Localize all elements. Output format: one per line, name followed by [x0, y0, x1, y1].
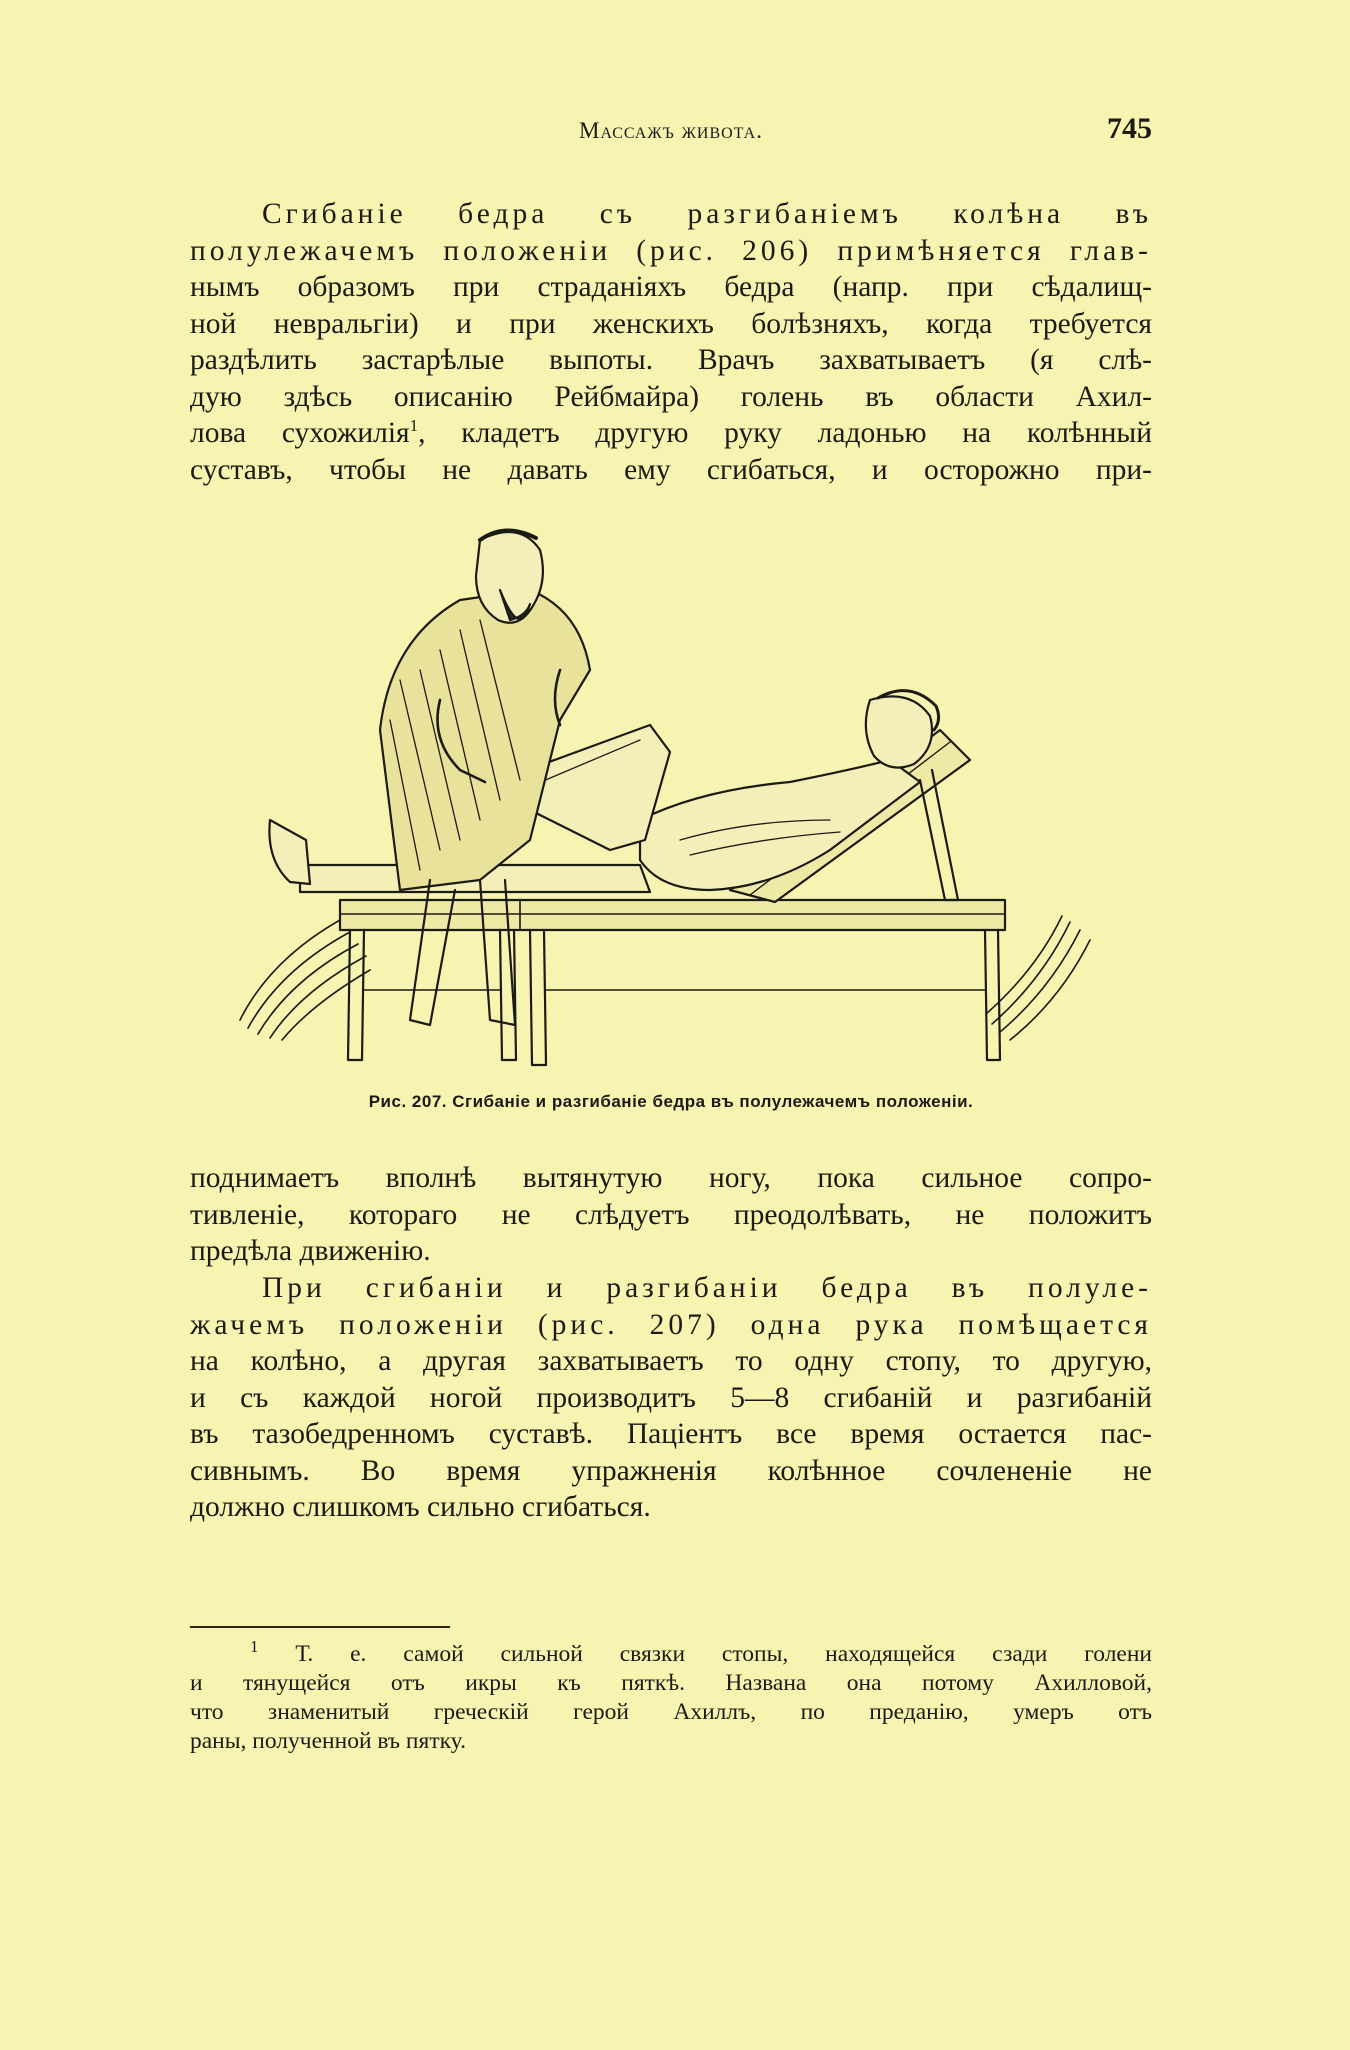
text-line: поднимаетъ вполнѣ вытянутую ногу, пока сильное сопро-	[190, 1162, 1152, 1194]
text-line: Сгибаніе бедра съ разгибаніемъ колѣна въ	[262, 198, 1152, 230]
table-top	[340, 900, 1005, 930]
table-leg	[985, 930, 1000, 1060]
text-line-spaced: жачемъ положеніи (рис. 207) одна рука помѣщается	[190, 1308, 1152, 1341]
text-line	[190, 415, 1152, 452]
text-line: въ тазобедренномъ суставѣ. Паціентъ все время остается пас-	[190, 1418, 1152, 1450]
text-fragment: Т. е. самой сильной связки стопы, находящейся сзади голени	[295, 1641, 1153, 1667]
text-line: ной невральгіи) и при женскихъ болѣзняхъ, когда требуется	[190, 307, 1152, 340]
paragraph-1	[190, 196, 1152, 525]
text-line: должно слишкомъ сильно сгибаться.	[190, 1491, 651, 1523]
text-line	[190, 233, 1152, 270]
paragraph-2	[190, 1160, 1152, 1270]
text-line: предѣла движенію.	[190, 1235, 431, 1267]
footnote-marker: 1	[250, 1637, 259, 1657]
text-line: дую здѣсь описанію Рейбмайра) голень въ области Ахил-	[190, 380, 1152, 413]
text-line-spaced: полулежачемъ положеніи (рис. 206) примѣняется глав-	[190, 234, 1152, 267]
text-line: При сгибаніи и разгибаніи бедра въ полуле-	[262, 1272, 1152, 1304]
text-line: суставъ, чтобы не давать ему сгибаться, и осторожно при-	[190, 453, 1152, 486]
running-head	[190, 112, 1152, 158]
text-line: тивленіе, котораго не слѣдуетъ преодолѣвать, не положитъ	[190, 1198, 1152, 1231]
patient-head	[866, 696, 932, 767]
figure-caption: Рис. 207. Сгибаніе и разгибаніе бедра въ полулежачемъ положеніи.	[368, 1092, 974, 1111]
text-line: на колѣно, а другая захватываетъ то одну стопу, то другую,	[190, 1345, 1152, 1377]
floor-hatching-right	[986, 916, 1090, 1040]
text-line: и съ каждой ногой производитъ 5—8 сгибаній и разгибаній	[190, 1381, 1152, 1414]
text-fragment: лова сухожилія	[190, 417, 410, 449]
table-leg	[348, 930, 364, 1060]
text-line: сивнымъ. Во время упражненія колѣнное сочлененіе не	[190, 1454, 1152, 1487]
footnote-divider	[190, 1626, 450, 1628]
running-title: Массажъ живота.	[579, 118, 763, 143]
footnote-line: и тянущейся отъ икры къ пяткѣ. Названа она потому Ахилловой,	[190, 1670, 1152, 1696]
table-leg	[530, 930, 546, 1065]
text-line	[190, 1307, 1152, 1344]
paragraph-3	[190, 1270, 1152, 1526]
footnote-reference: 1	[409, 416, 419, 436]
footnote-line	[190, 1637, 1153, 1669]
doctor-coat	[380, 590, 590, 890]
footnote-line: что знаменитый греческій герой Ахиллъ, по преданію, умеръ отъ	[190, 1699, 1152, 1725]
text-line: раздѣлить застарѣлые выпоты. Врачъ захватываетъ (я слѣ-	[190, 344, 1152, 376]
footnote-line: раны, полученной въ пятку.	[190, 1728, 466, 1754]
text-fragment: , кладетъ другую руку ладонью на колѣнный	[418, 417, 1153, 449]
text-line: нымъ образомъ при страданіяхъ бедра (напр. при сѣдалищ-	[190, 271, 1152, 303]
figure-engraving	[230, 520, 1100, 1080]
page-number: 745	[1107, 112, 1152, 145]
footnote	[190, 1637, 1153, 1756]
